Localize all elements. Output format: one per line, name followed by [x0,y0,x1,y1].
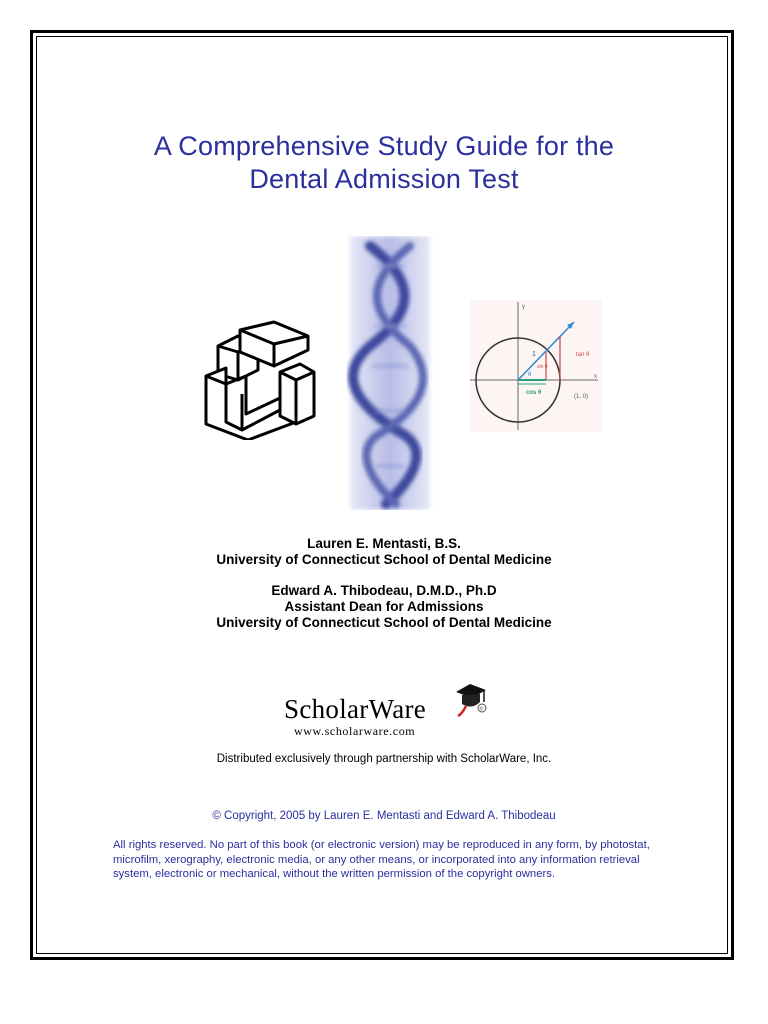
author-2-name: Edward A. Thibodeau, D.M.D., Ph.D [271,583,497,598]
scholarware-logo-text: ScholarWare [284,694,427,724]
dna-helix-illustration [346,236,434,510]
trig-axis-x-label: x [594,374,597,380]
trig-point-label: (1, 0) [574,394,589,400]
author-2-affiliation: University of Connecticut School of Dental Medicine [216,615,552,630]
cover-title [60,130,708,196]
graduation-cap-icon [452,680,492,720]
scholarware-url: www.scholarware.com [294,724,416,738]
trig-cos-label: cos θ [526,390,542,396]
title-line-1: A Comprehensive Study Guide for the [153,131,615,161]
author-1-name: Lauren E. Mentasti, B.S. [307,536,461,551]
trig-theta-label: θ [528,372,532,378]
trig-sin-label: sin θ [537,364,548,370]
author-block [60,536,708,631]
distribution-notice: Distributed exclusively through partnership with ScholarWare, Inc. [216,753,552,765]
title-line-2: Dental Admission Test [249,164,519,194]
trig-radius-label: 1 [532,351,536,358]
trig-axis-y-label: y [522,304,525,310]
spatial-block-illustration [196,318,318,440]
unit-circle-illustration [470,300,602,432]
rights-statement: All rights reserved. No part of this book (or electronic version) may be reproduced in any form, by photostat, microfilm, xerography, electronic media, or any other means, or incorporated into any information retrieval system, electronic or mechanical, without the written permission of the copyright owners. [113,839,650,880]
author-1-affiliation: University of Connecticut School of Dental Medicine [216,552,552,567]
trig-tan-label: tan θ [576,352,590,358]
copyright-notice: © Copyright, 2005 by Lauren E. Mentasti and Edward A. Thibodeau [212,810,556,822]
author-2-role: Assistant Dean for Admissions [284,599,484,614]
svg-text:®: ® [479,706,484,713]
